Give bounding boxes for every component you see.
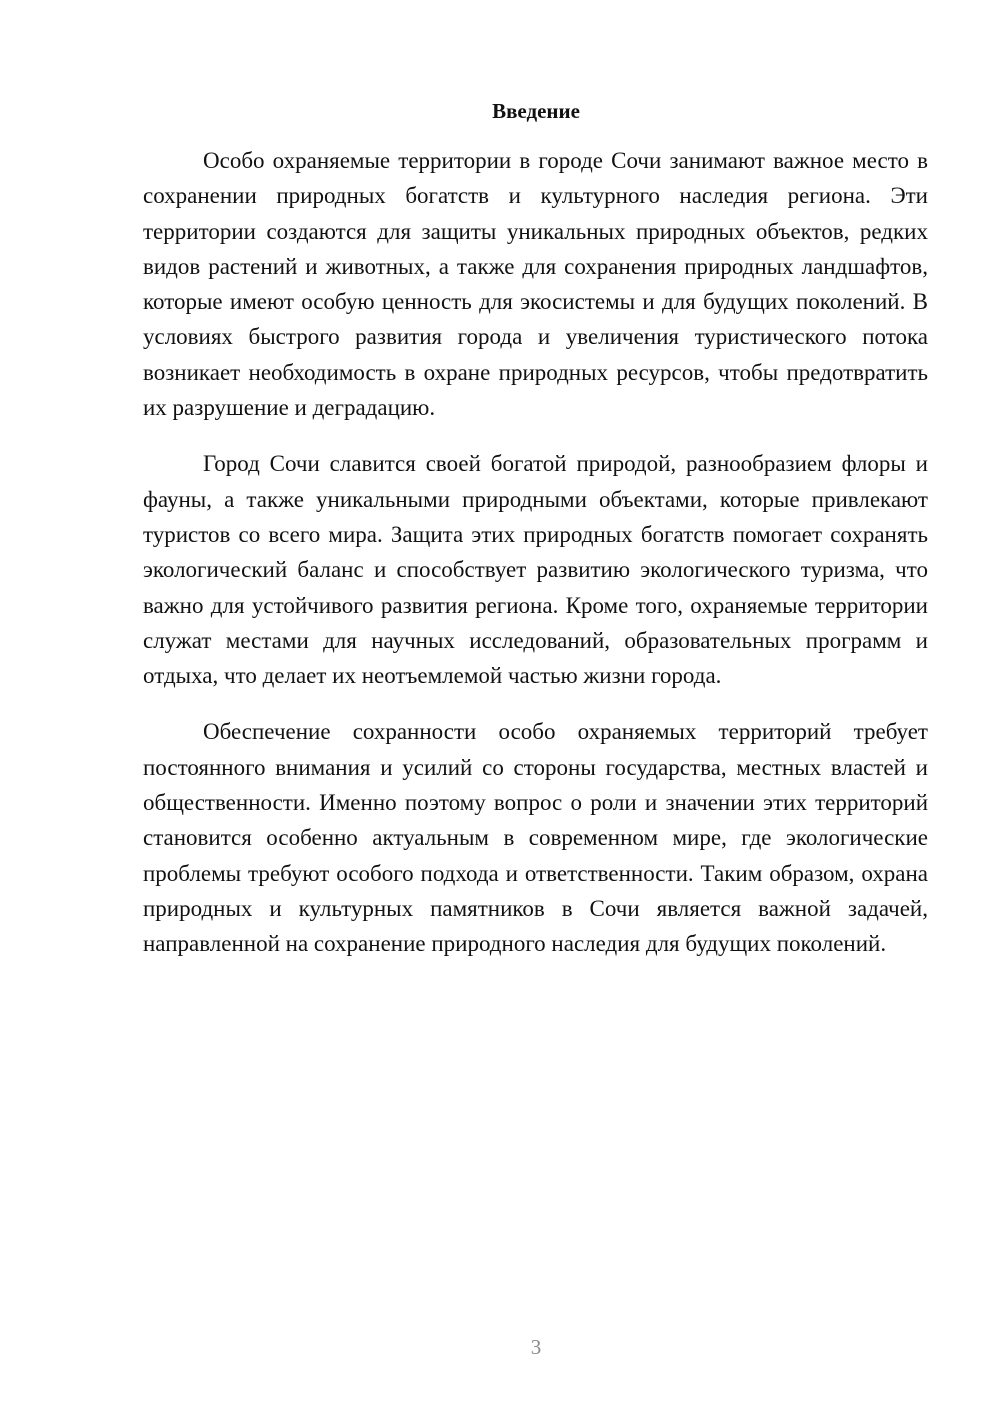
paragraph-3: Обеспечение сохранности особо охраняемых территорий требует постоянного внимания и усилий со стороны государства, местных властей и общественности. Именно поэтому вопрос о роли и значении этих территорий становится особенно актуальным в современном мире, где экологические проблемы требуют особого подхода и ответственности. Таким образом, охрана природных и культурных памятников в Сочи является важной задачей, направленной на сохранение природного наследия для будущих поколений. — [143, 719, 928, 957]
paragraph-2: Город Сочи славится своей богатой природой, разнообразием флоры и фауны, а также уникальными природными объектами, которые привлекают туристов со всего мира. Защита этих природных богатств помогает сохранять экологический баланс и способствует развитию экологического туризма, что важно для устойчивого развития региона. Кроме того, охраняемые территории служат местами для научных исследований, образовательных программ и отдыха, что делает их неотъемлемой частью жизни города. — [143, 451, 928, 689]
body-text — [143, 143, 928, 983]
section-heading: Введение — [492, 99, 580, 123]
page-number: 3 — [530, 1335, 542, 1359]
paragraph-1: Особо охраняемые территории в городе Сочи занимают важное место в сохранении природных богатств и культурного наследия региона. Эти территории создаются для защиты уникальных природных объектов, редких видов растений и животных, а также для сохранения природных ландшафтов, которые имеют особую ценность для экосистемы и для будущих поколений. В условиях быстрого развития города и увеличения туристического потока возникает необходимость в охране природных ресурсов, чтобы предотвратить их разрушение и деградацию. — [143, 148, 928, 421]
